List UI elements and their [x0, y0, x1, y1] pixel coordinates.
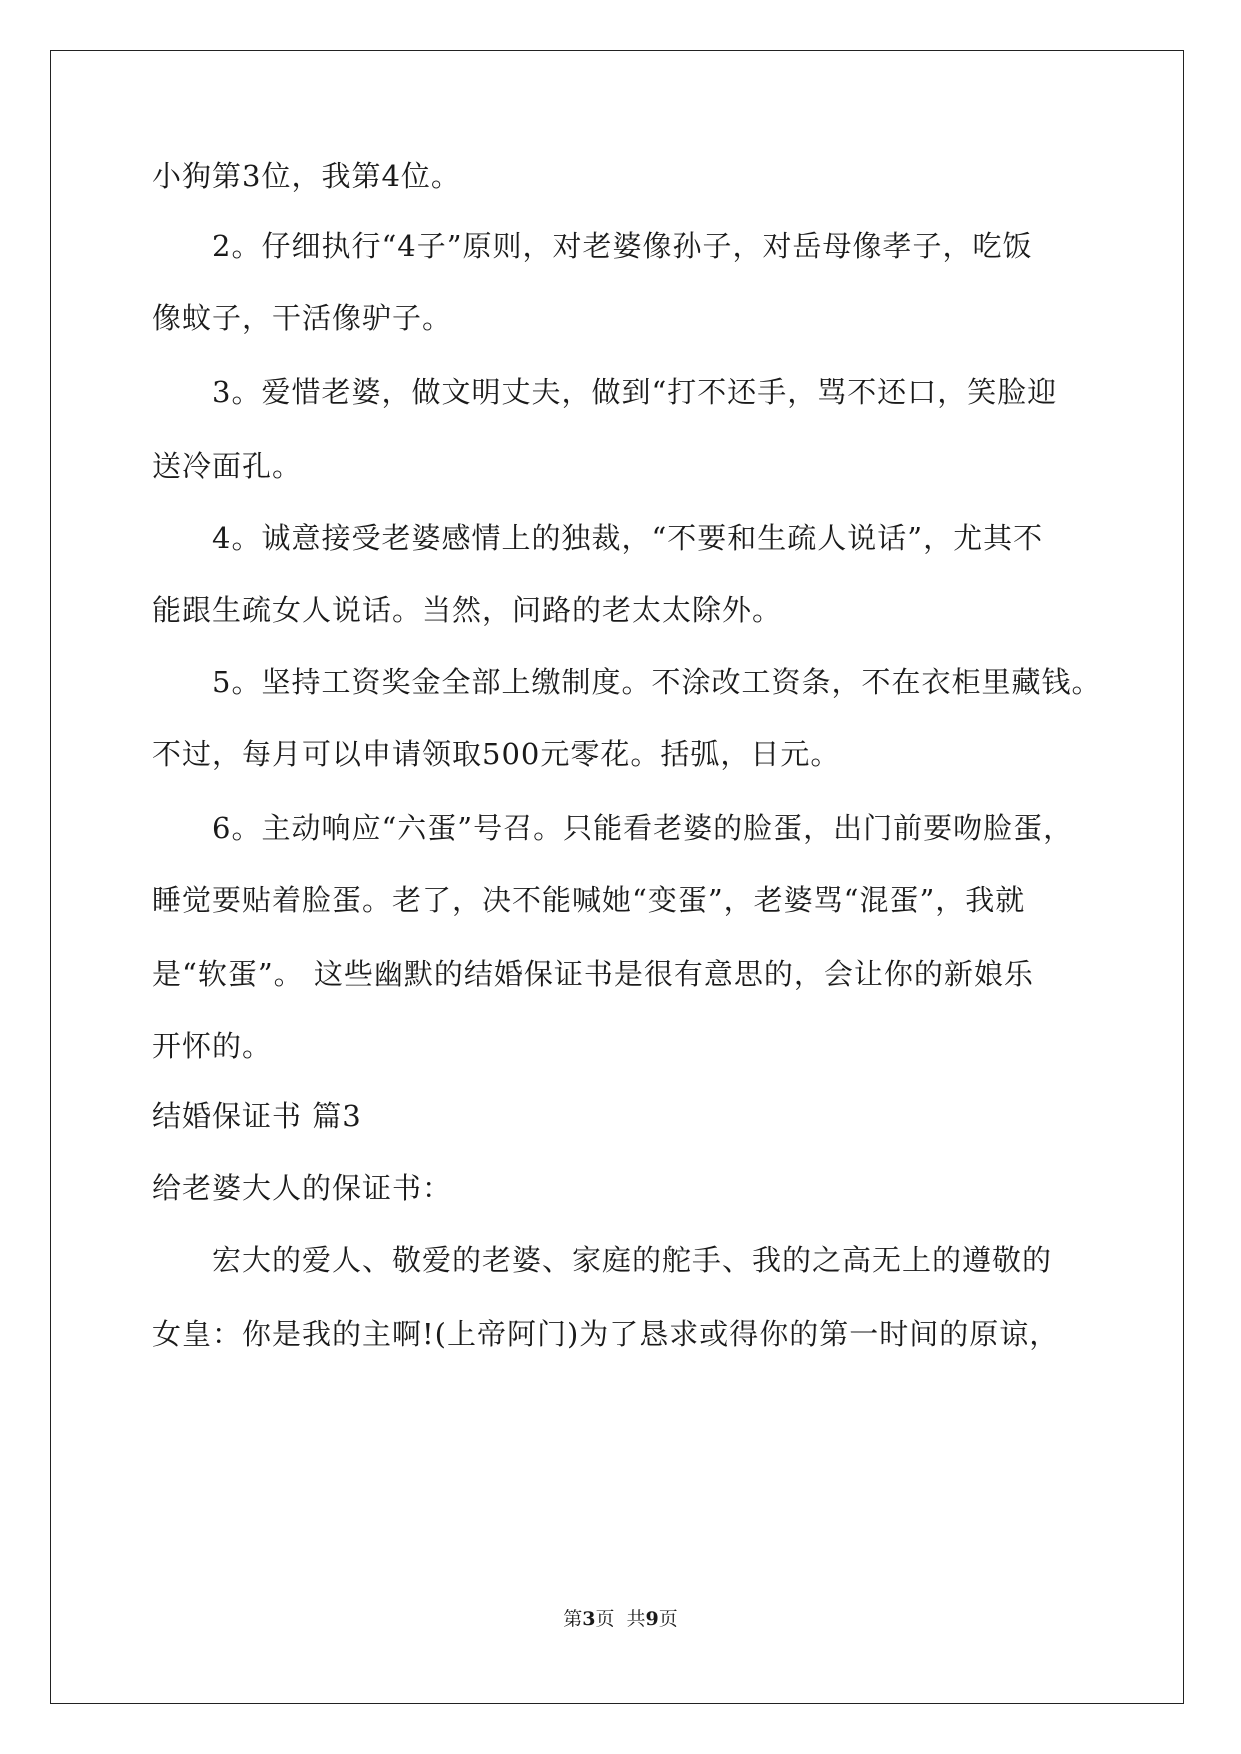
footer-prefix: 第 [563, 1608, 583, 1630]
text-line: 女皇：你是我的主啊!(上帝阿门)为了恳求或得你的第一时间的原谅， [152, 1317, 1060, 1351]
text-line: 小狗第3位，我第4位。 [152, 159, 461, 193]
total-page-number: 9 [645, 1608, 659, 1630]
page-footer [0, 1607, 1241, 1631]
text-line: 2。仔细执行“4子”原则，对老婆像孙子，对岳母像孝子，吃饭 [212, 229, 1033, 263]
text-line: 像蚊子，干活像驴子。 [152, 301, 453, 335]
text-line: 5。坚持工资奖金全部上缴制度。不涂改工资条，不在衣柜里藏钱。 [212, 665, 1102, 699]
text-line: 是“软蛋”。 这些幽默的结婚保证书是很有意思的，会让你的新娘乐 [152, 957, 1034, 991]
text-line: 3。爱惜老婆，做文明丈夫，做到“打不还手，骂不还口，笑脸迎 [212, 375, 1058, 409]
text-line: 开怀的。 [152, 1029, 273, 1063]
section-heading: 结婚保证书 篇3 [152, 1099, 362, 1133]
text-line: 睡觉要贴着脸蛋。老了，决不能喊她“变蛋”，老婆骂“混蛋”，我就 [152, 883, 1026, 917]
text-line: 送冷面孔。 [152, 449, 303, 483]
footer-mid: 页 共 [595, 1608, 646, 1630]
salutation: 给老婆大人的保证书： [152, 1171, 453, 1205]
text-line: 宏大的爱人、敬爱的老婆、家庭的舵手、我的之高无上的遵敬的 [212, 1243, 1053, 1277]
current-page-number: 3 [582, 1608, 596, 1630]
footer-suffix: 页 [658, 1608, 678, 1630]
text-line: 能跟生疏女人说话。当然，问路的老太太除外。 [152, 593, 783, 627]
text-line: 4。诚意接受老婆感情上的独裁，“不要和生疏人说话”，尤其不 [212, 521, 1044, 555]
text-line: 6。主动响应“六蛋”号召。只能看老婆的脸蛋，出门前要吻脸蛋， [212, 811, 1074, 845]
text-line: 不过，每月可以申请领取500元零花。括弧，日元。 [152, 737, 841, 771]
